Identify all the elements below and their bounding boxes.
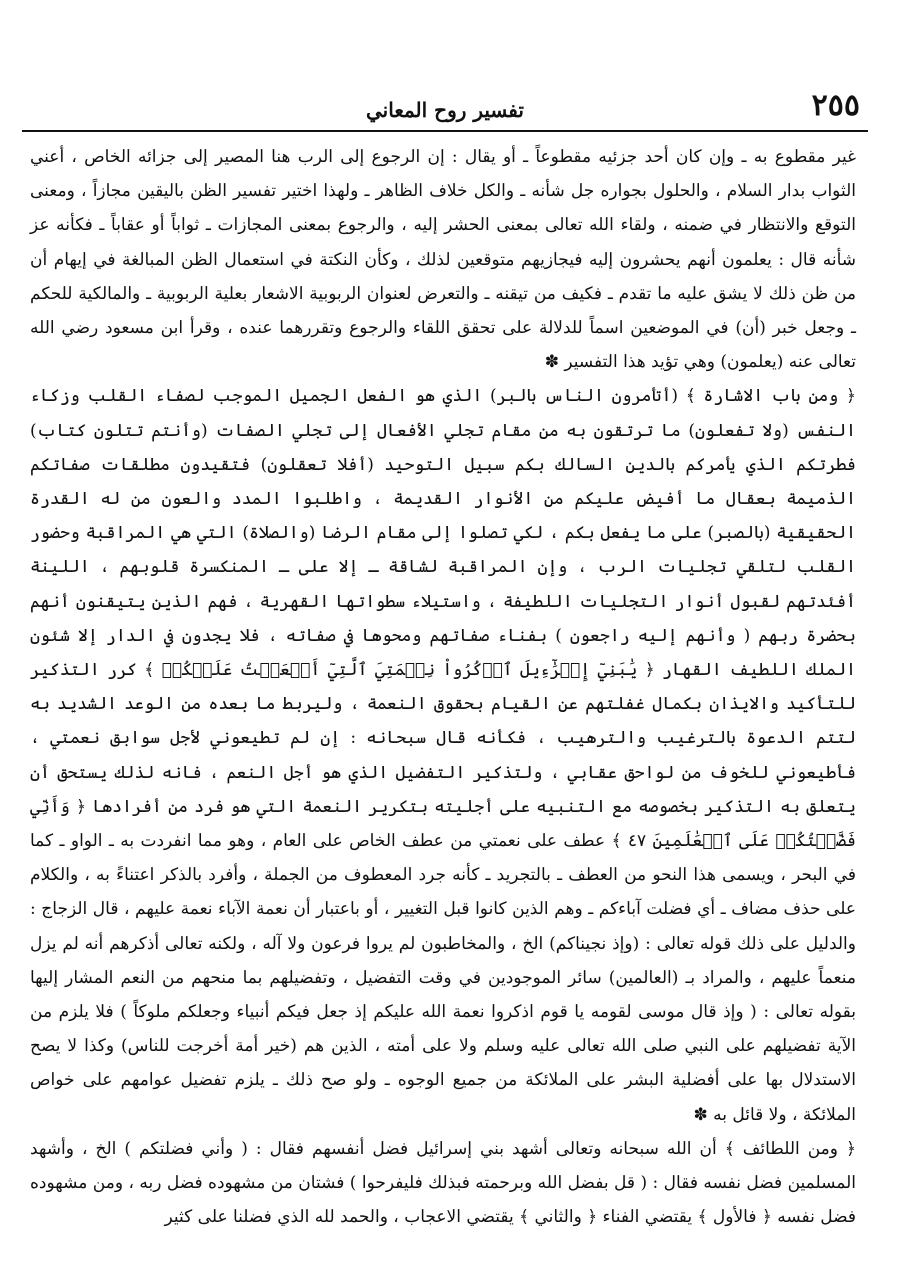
page-header (30, 88, 860, 132)
page-number: ٢٥٥ (811, 88, 860, 123)
header-rule (22, 130, 868, 132)
paragraph-subtleties: ﴿ ومن اللطائف ﴾ أن الله سبحانه وتعالى أشهد بني إسرائيل فضل أنفسهم فقال : ( وأني فضلتكم ) الخ ، وأشهد المسلمين فضل نفسه فقال : ( قل بفضل الله وبرحمته فبذلك فليفرحوا ) فشتان من مشهوده فضل ربه ، ومن مشهوده فضل نفسه ﴿ فالأول ﴾ يقتضي الفناء ﴿ والثاني ﴾ يقتضي الاعجاب ، والحمد لله الذي فضلنا على كثير (30, 1138, 856, 1228)
paragraph-allusion: ﴿ ومن باب الاشارة ﴾ (أتأمرون الناس بالبر) الذي هو الفعل الجميل الموجب لصفاء القلب وزكاء النفس (ولا تفعلون) ما ترتقون به من مقام تجلي الأفعال إلى تجلي الصفات (وأنتم تتلون كتاب) فطرتكم الذي يأمركم بالدين السالك بكم سبيل التوحيد (أفلا تعقلون) فتقيدون مطلقات صفاتكم الذميمة بعقال ما أفيض عليكم من الأنوار القديمة ، واطلبوا المدد والعون من له القدرة الحقيقية (بالصبر) على ما يفعل بكم ، لكي تصلوا إلى مقام الرضا (والصلاة) التي هي المراقبة وحضور القلب لتلقي تجليات الرب ، وإن المراقبة لشاقة ـ إلا على ـ المنكسرة قلوبهم ، اللينة أفئدتهم لقبول أنوار التجليات اللطيفة ، واستيلاء سطواتها القهرية ، فهم الذين يتيقنون أنهم بحضرة ربهم ( وأنهم إليه راجعون ) بفناء صفاتهم ومحوها في صفاته ، فلا يجدون في الدار إلا شئون الملك اللطيف القهار ﴿ يَٰبَنِيٓ إِسۡرَٰٓءِيلَ ٱذۡكُرُواْ نِعۡمَتِيَ ٱلَّتِيٓ أَنۡعَمۡتُ عَلَيۡكُمۡ ﴾ كرر التذكير للتأكيد والايذان بكمال غفلتهم عن القيام بحقوق النعمة ، وليربط ما بعده من الوعد الشديد به لتتم الدعوة بالترغيب والترهيب ، فكأنه قال سبحانه : إن لم تطيعوني لأجل سوابق نعمتي ، فأطيعوني للخوف من لواحق عقابي ، ولتذكير التفضيل الذي هو أجل النعم ، فانه لذلك يستحق أن يتعلق به التذكير بخصوصه مع التنبيه على أجليته بتكرير النعمة التي هو فرد من أفرادها ﴿ وَأَنِّي فَضَّلۡتُكُمۡ عَلَى ٱلۡعَٰلَمِينَ ٤٧ ﴾ عطف على نعمتي من عطف الخاص على العام ، وهو مما انفردت به ـ الواو ـ كما في البحر ، ويسمى هذا النحو من العطف ـ بالتجريد ـ كأنه جرد المعطوف من الجملة ، وأفرد بالذكر اعتناءً به ، والكلام على حذف مضاف ـ أي فضلت آباءكم ـ وهم الذين كانوا قبل التغيير ، أو باعتبار أن نعمة الآباء نعمة عليهم ، قال الزجاج : والدليل على ذلك قوله تعالى : (وإذ نجيناكم) الخ ، والمخاطبون لم يروا فرعون ولا آله ، ولكنه تعالى أذكرهم أنه لم يزل منعماً عليهم ، والمراد بـ (العالمين) سائر الموجودين في وقت التفضيل ، وتفضيلهم بما منحهم من النعم المشار إليها بقوله تعالى : ( وإذ قال موسى لقومه يا قوم اذكروا نعمة الله عليكم إذ جعل فيكم أنبياء وجعلكم ملوكاً ) فلا يلزم من الآية تفضيلهم على النبي صلى الله تعالى عليه وسلم ولا على أمته ، الذين هم (خير أمة أخرجت للناس) وكذا لا يصح الاستدلال بها على أفضلية البشر على الملائكة من جميع الوجوه ـ ولو صح ذلك ـ يلزم تفضيل عوامهم على خواص الملائكة ، ولا قائل به ✽ (30, 386, 856, 1125)
body-text (30, 140, 856, 1235)
running-title: تفسير روح المعاني (366, 98, 524, 122)
paragraph-continuation: غير مقطوع به ـ وإن كان أحد جزئيه مقطوعاً ـ أو يقال : إن الرجوع إلى الرب هنا المصير إلى جزائه الخاص ، أعني الثواب بدار السلام ، والحلول بجواره جل شأنه ـ والكل خلاف الظاهر ـ ولهذا اختير تفسير الظن باليقين مجازاً ، ومعنى التوقع والانتظار في ضمنه ، ولقاء الله تعالى بمعنى الحشر إليه ، والرجوع بمعنى المجازات ـ ثواباً أو عقاباً ـ فكأنه عز شأنه قال : يعلمون أنهم يحشرون إليه فيجازيهم متوقعين لذلك ، وكأن النكتة في استعمال الظن المبالغة في إيهام أن من ظن ذلك لا يشق عليه ما تقدم ـ فكيف من تيقنه ـ والتعرض لعنوان الربوبية الاشعار بعلية الربوبية ـ والمالكية للحكم ـ وجعل خبر (أن) في الموضعين اسماً للدلالة على تحقق اللقاء والرجوع وتقررهما عنده ، وقرأ ابن مسعود رضي الله تعالى عنه (يعلمون) وهي تؤيد هذا التفسير ✽ (30, 147, 856, 373)
